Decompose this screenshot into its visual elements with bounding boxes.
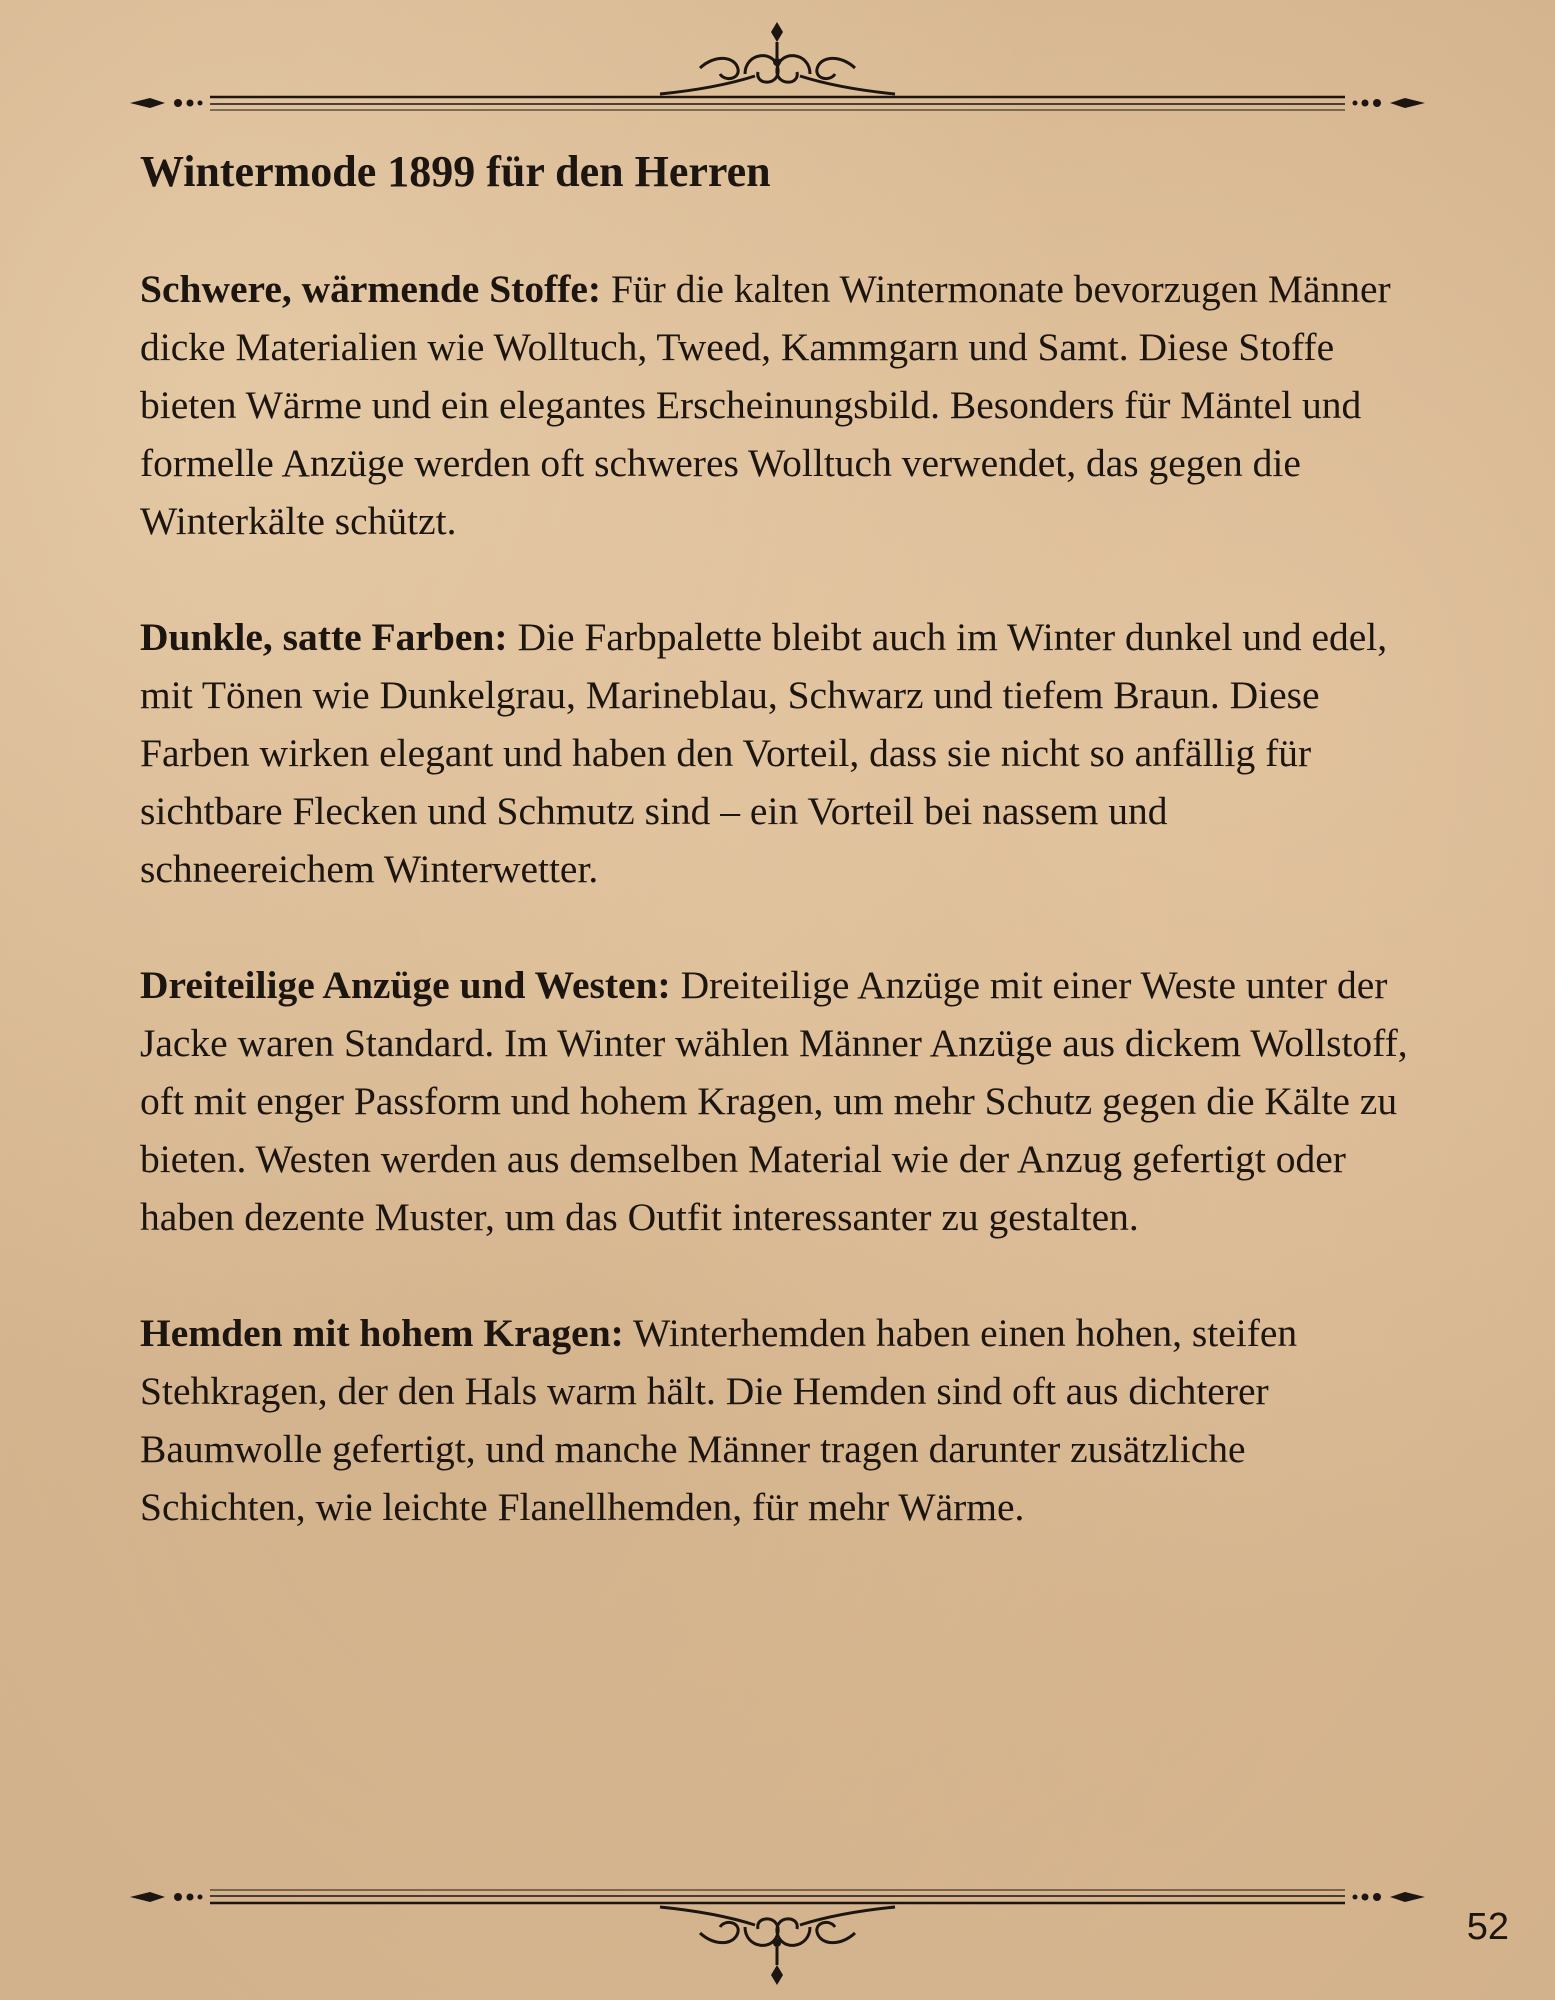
section-heading: Dunkle, satte Farben: <box>140 615 508 659</box>
top-flourish-divider-icon <box>0 14 1555 114</box>
section-body: Die Farbpalette bleibt auch im Winter dunkel und edel, mit Tönen wie Dunkelgrau, Marineblau, Schwarz und tiefem Braun. Diese Farben wirken elegant und haben den Vorteil, dass sie nicht so anfällig für sichtbare Flecken und Schmutz sind – ein Vorteil bei nassem und schneereichem Winterwetter. <box>140 615 1388 891</box>
section-colors <box>140 608 1410 898</box>
section-heading: Schwere, wärmende Stoffe: <box>140 267 602 311</box>
section-shirts <box>140 1304 1410 1536</box>
section-body: Für die kalten Wintermonate bevorzugen Männer dicke Materialien wie Wolltuch, Tweed, Kammgarn und Samt. Diese Stoffe bieten Wärme und ein elegantes Erscheinungsbild. Besonders für Mäntel und formelle Anzüge werden oft schweres Wolltuch verwendet, das gegen die Winterkälte schützt. <box>140 267 1391 543</box>
section-body: Winterhemden haben einen hohen, steifen Stehkragen, der den Hals warm hält. Die Hemden sind oft aus dichterer Baumwolle gefertigt, und manche Männer tragen darunter zusätzliche Schichten, wie leichte Flanellhemden, für mehr Wärme. <box>140 1311 1298 1529</box>
page-content <box>140 142 1410 1594</box>
section-body: Dreiteilige Anzüge mit einer Weste unter der Jacke waren Standard. Im Winter wählen Männer Anzüge aus dickem Wollstoff, oft mit enger Passform und hohem Kragen, um mehr Schutz gegen die Kälte zu bieten. Westen werden aus demselben Material wie der Anzug gefertigt oder haben dezente Muster, um das Outfit interessanter zu gestalten. <box>140 963 1408 1239</box>
section-fabrics <box>140 260 1410 550</box>
page-title: Wintermode 1899 für den Herren <box>140 147 771 196</box>
bottom-flourish-divider-icon <box>0 1885 1555 1995</box>
section-heading: Dreiteilige Anzüge und Westen: <box>140 963 671 1007</box>
section-heading: Hemden mit hohem Kragen: <box>140 1311 624 1355</box>
page-number: 52 <box>1466 1906 1509 1948</box>
section-suits <box>140 956 1410 1246</box>
